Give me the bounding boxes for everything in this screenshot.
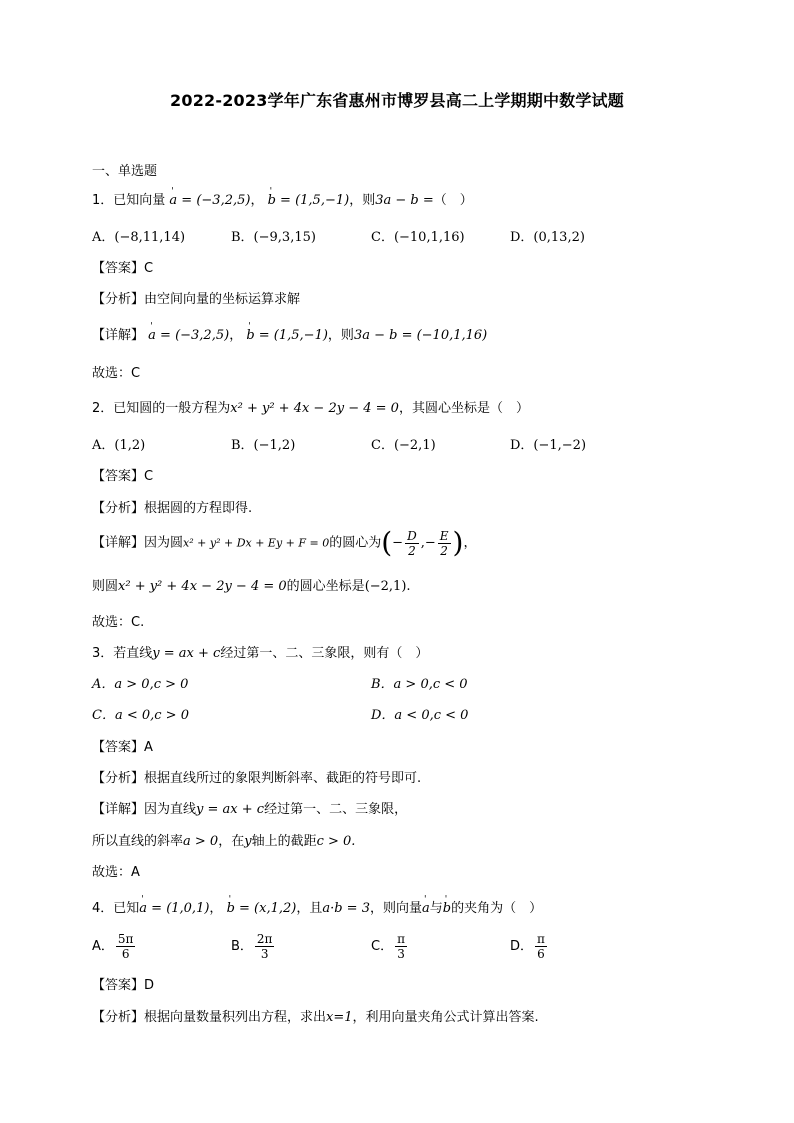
q2-detail-line2 [92, 578, 411, 596]
section-heading: 一、单选题 [92, 164, 158, 179]
q3-stem-suffix: 经过第一、二、三象限，则有（ ） [220, 646, 429, 661]
q1-analysis-text: 由空间向量的坐标运算求解 [144, 292, 301, 307]
comma-minus: ,− [420, 535, 436, 551]
question-2-stem [92, 400, 529, 418]
q3-analysis-text: 根据直线所过的象限判断斜率、截距的符号即可. [144, 771, 422, 786]
q4-option-d [510, 932, 549, 961]
detail-tag: 【详解】 [92, 535, 145, 551]
q2-detail: 【详解】因为圆x² + y² + Dx + Ey + F = 0的圆心为(− $\frac{D}{2}$ ,− $\frac{E}{2}$ )， [92, 526, 477, 559]
frac-num: π [537, 932, 545, 946]
answer-tag: 【答案】 [92, 978, 145, 993]
q1-stem-mid: ，则 [349, 193, 376, 208]
q3-line2-mid: ，在 [218, 834, 245, 849]
q4-dot-product: a·b = 3 [322, 901, 370, 916]
q3-stem-prefix: 3．若直线 [92, 646, 153, 661]
q2-analysis-text: 根据圆的方程即得. [144, 501, 253, 516]
minus-sign: − [392, 535, 404, 551]
q1-answer [92, 260, 153, 278]
option-label: B． [231, 939, 253, 954]
option-fraction [116, 932, 136, 961]
option-fraction [395, 932, 407, 961]
q3-option-b: B．a > 0,c < 0 [371, 677, 468, 692]
q2-line2-mid: 的圆心坐标是 [286, 579, 365, 594]
q2-answer-value: C [144, 469, 154, 484]
q1-choice: 故选：C [92, 366, 141, 381]
q2-option-c: C．(−2,1) [371, 438, 436, 453]
frac-num: 5π [117, 932, 134, 946]
q1-detail-result: 3a − b = (−10,1,16) [353, 328, 488, 343]
q1-detail-b: ' b = (1,5,−1) [246, 327, 328, 345]
q4-stem-mid: ，且 [296, 901, 323, 916]
q3-detail-equation: y = ax + c [196, 802, 265, 817]
option-label: A． [92, 939, 114, 954]
q3-analysis [92, 770, 421, 788]
right-paren: ) [452, 526, 464, 559]
answer-tag: 【答案】 [92, 261, 145, 276]
q4-option-c [371, 932, 409, 961]
q4-stem-prefix: 4．已知 [92, 901, 140, 916]
analysis-tag: 【分析】 [92, 771, 145, 786]
fraction-d [405, 529, 419, 558]
frac-den: 6 [535, 946, 547, 961]
q3-intercept: c > 0. [316, 834, 356, 849]
q4-stem-suffix: 的夹角为（ ） [451, 901, 543, 916]
q2-detail-prefix: 因为圆 [144, 535, 184, 551]
q4-a-symbol: ' a [422, 900, 430, 918]
q2-option-b: B．(−1,2) [231, 438, 296, 453]
q1-stem-prefix: 1．已知向量 [92, 193, 166, 208]
q2-line2-prefix: 则圆 [92, 579, 119, 594]
q2-line2-equation: x² + y² + 4x − 2y − 4 = 0 [118, 579, 287, 594]
option-label: D． [510, 939, 534, 954]
q2-stem-suffix: ，其圆心坐标是（ ） [398, 401, 529, 416]
left-paren: ( [381, 526, 393, 559]
q2-option-a: A．(1,2) [92, 438, 146, 453]
frac-den: 6 [116, 946, 136, 961]
q4-answer [92, 977, 154, 995]
q1-paren: （ ） [433, 193, 473, 208]
q4-analysis-x: x=1 [326, 1010, 353, 1025]
analysis-tag: 【分析】 [92, 1010, 145, 1025]
frac-den: 3 [255, 946, 275, 961]
q2-choice: 故选：C. [92, 615, 145, 630]
q4-analysis-prefix: 根据向量数量积列出方程，求出 [144, 1010, 327, 1025]
q1-option-d: D．(0,13,2) [510, 230, 585, 245]
q4-b-symbol: ' b [443, 900, 451, 918]
q4-and: 与 [429, 901, 443, 916]
q4-analysis-suffix: ，利用向量夹角公式计算出答案. [352, 1010, 539, 1025]
question-3-stem [92, 645, 428, 663]
answer-tag: 【答案】 [92, 469, 145, 484]
q1-answer-value: C [144, 261, 154, 276]
frac-den: 2 [440, 543, 448, 558]
q1-option-c: C．(−10,1,16) [371, 230, 465, 245]
frac-num: 2π [256, 932, 273, 946]
q3-line-equation: y = ax + c [152, 646, 221, 661]
option-label: C． [371, 939, 394, 954]
frac-num: π [397, 932, 405, 946]
q4-option-a [92, 932, 137, 961]
q1-analysis [92, 291, 300, 309]
page-title: 2022-2023学年广东省惠州市博罗县高二上学期期中数学试题 [170, 91, 624, 110]
q3-axis: y [244, 834, 252, 849]
question-4-stem: 4．已知' a = (1,0,1)， ' b = (x,1,2)，且a·b = 3，则向量' a与' b的夹角为（ ） [92, 900, 542, 918]
frac-num: E [439, 528, 449, 543]
q2-answer [92, 468, 153, 486]
q1-detail-a: ' a = (−3,2,5) [148, 327, 229, 345]
fraction-e [438, 529, 451, 558]
q3-detail-prefix: 因为直线 [144, 802, 197, 817]
q3-detail-line2 [92, 833, 355, 851]
q4-vector-b: ' b = (x,1,2) [227, 900, 297, 918]
q4-option-b [231, 932, 276, 961]
q4-analysis [92, 1009, 539, 1027]
detail-tag: 【详解】 [92, 328, 145, 343]
frac-den: 2 [408, 543, 416, 558]
q4-stem-mid2: ，则向量 [369, 901, 422, 916]
option-fraction [535, 932, 547, 961]
question-1-stem: 1．已知向量 ' a = (−3,2,5)， ' b = (1,5,−1)，则3a − b =（ ） [92, 192, 473, 210]
q1-detail: 【详解】 ' a = (−3,2,5)， ' b = (1,5,−1)，则3a − b = (−10,1,16) [92, 327, 487, 345]
option-fraction [255, 932, 275, 961]
frac-den: 3 [395, 946, 407, 961]
q2-stem-prefix: 2．已知圆的一般方程为 [92, 401, 231, 416]
q3-line2-prefix: 所以直线的斜率 [92, 834, 184, 849]
q3-option-a: A．a > 0,c > 0 [92, 677, 189, 692]
q2-general-equation: x² + y² + Dx + Ey + F = 0 [183, 536, 330, 550]
q1-expression: 3a − b = [375, 193, 434, 208]
q1-option-a: A．(−8,11,14) [92, 230, 186, 245]
q2-equation: x² + y² + 4x − 2y − 4 = 0 [230, 401, 399, 416]
q2-line2-value: (−2,1). [364, 579, 411, 594]
q2-option-d: D．(−1,−2) [510, 438, 587, 453]
q3-detail-suffix: 经过第一、二、三象限， [264, 802, 408, 817]
q1-vector-a: ' a = (−3,2,5) [169, 192, 250, 210]
q3-option-d: D．a < 0,c < 0 [371, 708, 469, 723]
q3-slope: a > 0 [183, 834, 219, 849]
q3-line2-mid2: 轴上的截距 [251, 834, 317, 849]
analysis-tag: 【分析】 [92, 292, 145, 307]
q3-answer [92, 739, 153, 757]
analysis-tag: 【分析】 [92, 501, 145, 516]
q4-answer-value: D [144, 978, 155, 993]
q3-answer-value: A [144, 740, 153, 755]
detail-tag: 【详解】 [92, 802, 145, 817]
q2-analysis [92, 500, 252, 518]
q3-option-c: C．a < 0,c > 0 [92, 708, 189, 723]
q4-vector-a: ' a = (1,0,1) [139, 900, 209, 918]
frac-num: D [407, 528, 417, 543]
answer-tag: 【答案】 [92, 740, 145, 755]
q2-detail-mid: 的圆心为 [329, 535, 382, 551]
q1-option-b: B．(−9,3,15) [231, 230, 316, 245]
q3-choice: 故选：A [92, 865, 140, 880]
q1-vector-b: ' b = (1,5,−1) [268, 192, 350, 210]
q1-detail-mid: ，则 [327, 328, 354, 343]
q3-detail [92, 801, 407, 819]
